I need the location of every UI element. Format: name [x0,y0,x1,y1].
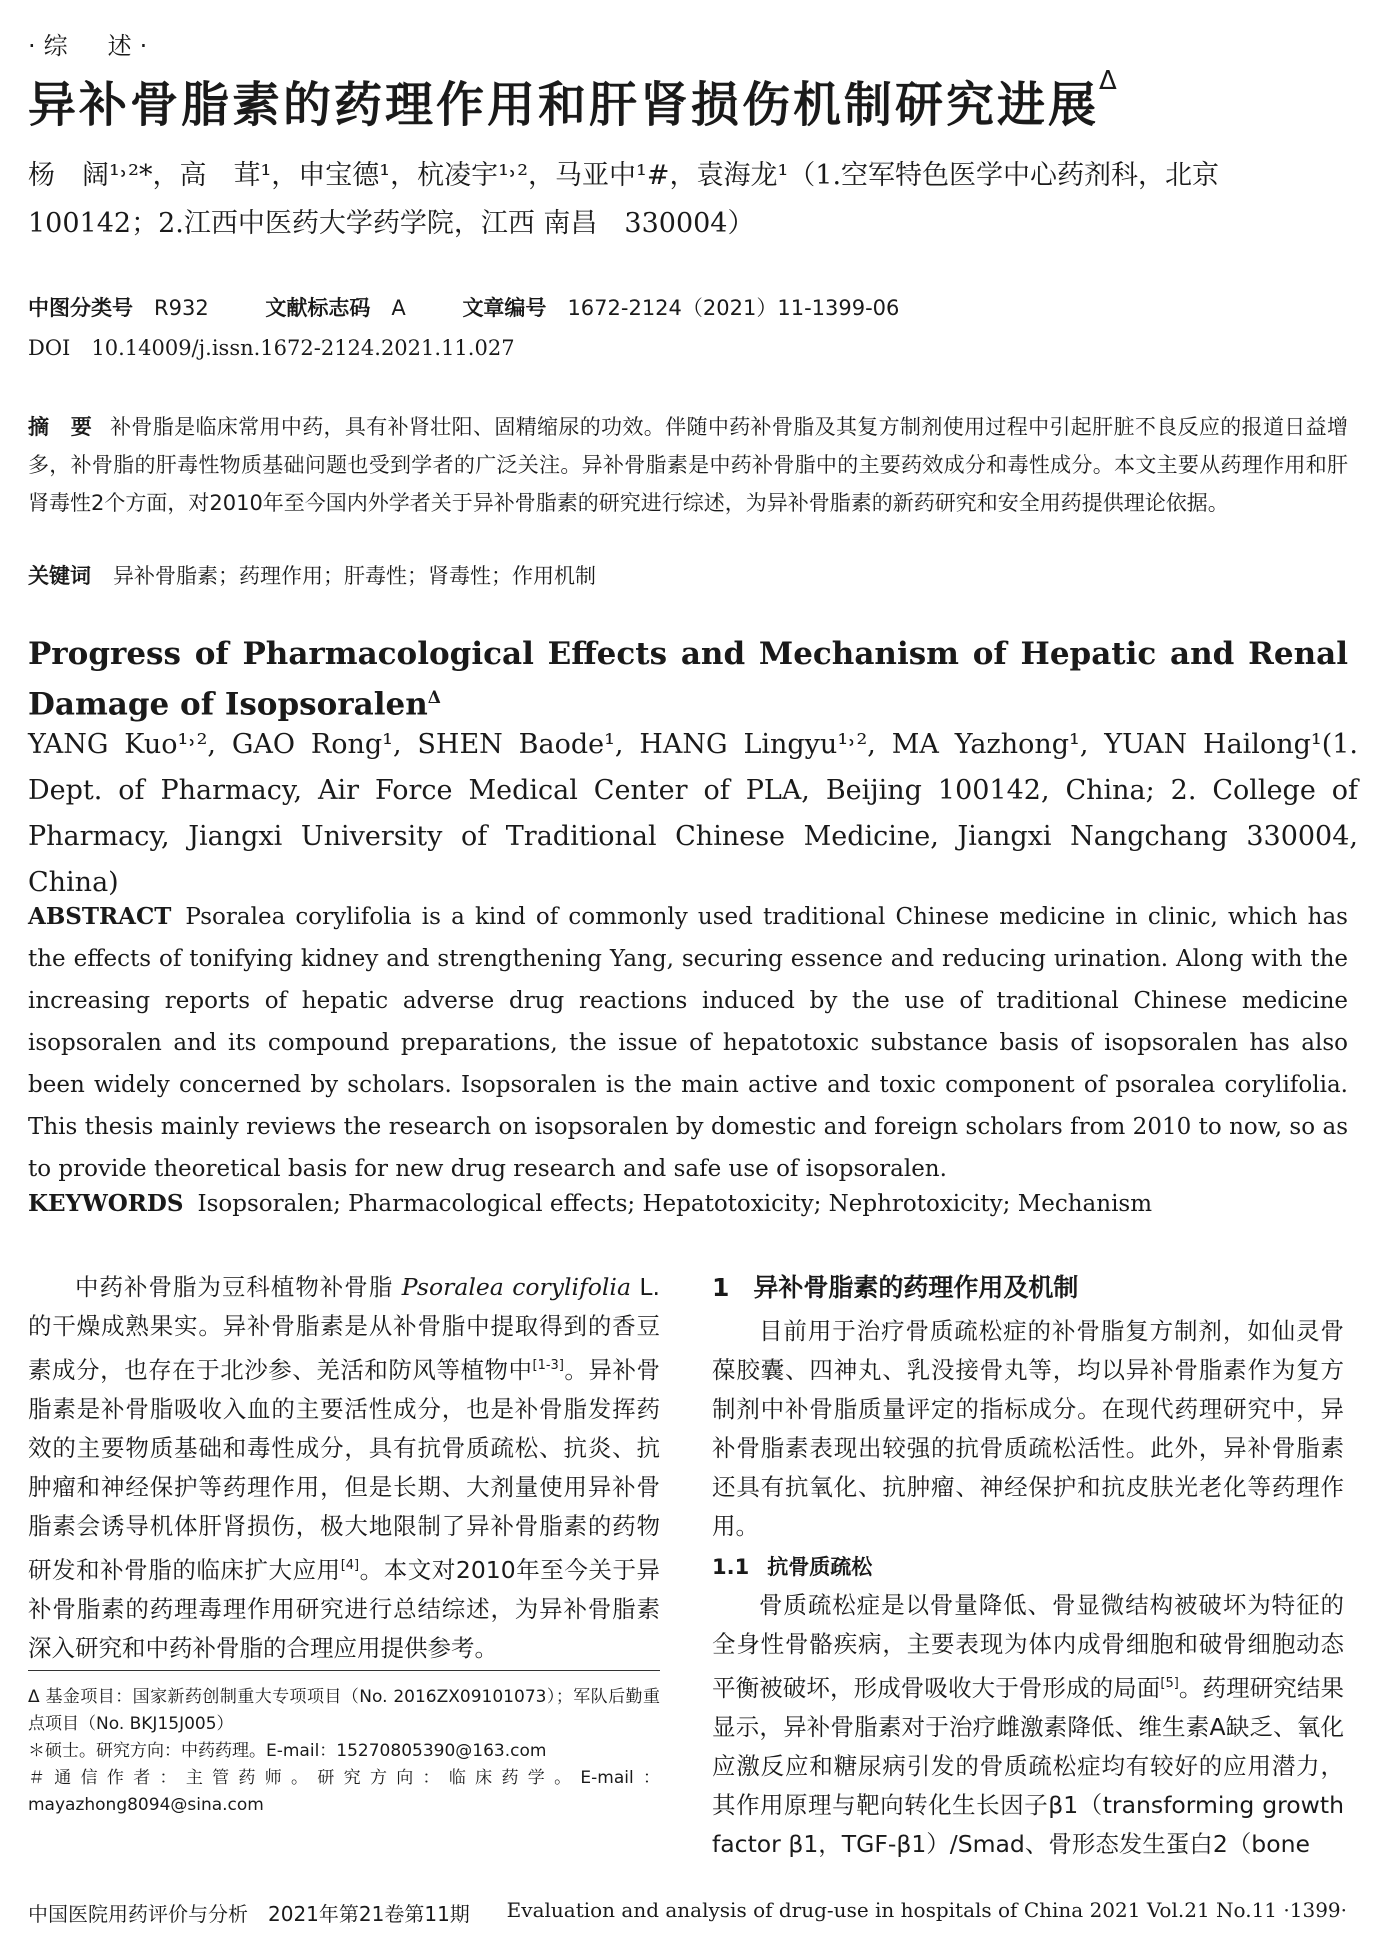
clc-value: R932 [154,296,209,320]
keywords-cn-label: 关键词 [28,564,91,588]
section-number: 1 [712,1273,730,1302]
article-no-label: 文章编号 [462,296,547,320]
doi-line [28,332,515,362]
abstract-en [28,896,1348,1190]
subsection-title: 抗骨质疏松 [767,1555,873,1579]
intro-text-d: 。本文对2010年至今关于异补骨脂素的药理毒理作用研究进行总结综述，为异补骨脂素深入研究和中药补骨脂的合理应用提供参考。 [28,1555,660,1662]
authors-affiliations-cn: 杨 阔¹˒²*，高 茸¹，申宝德¹，杭凌宇¹˒²，马亚中¹#，袁海龙¹（1.空军特色医学中心药剂科，北京 100142；2.江西中医药大学药学院，江西 南昌 330004） [28,160,1247,239]
journal-footer-en: Evaluation and analysis of drug-use in hospitals of China 2021 Vol.21 No.11 ·1399· [506,1898,1347,1922]
subsection-heading-1-1 [712,1548,1344,1586]
doc-code-value: A [391,296,406,320]
article-title-en [28,632,1348,726]
journal-footer-cn: 中国医院用药评价与分析 2021年第21卷第11期 [28,1902,470,1926]
section-1-paragraph: 目前用于治疗骨质疏松症的补骨脂复方制剂，如仙灵骨葆胶囊、四神丸、乳没接骨丸等，均以异补骨脂素作为复方制剂中补骨脂质量评定的指标成分。在现代药理研究中，异补骨脂素表现出较强的抗骨质疏松活性。此外，异补骨脂素还具有抗氧化、抗肿瘤、神经保护和抗皮肤光老化等药理作用。 [712,1317,1344,1540]
section-tag: ·综 述· [28,32,156,60]
footnotes [28,1684,660,1819]
doi-label: DOI [28,336,71,360]
footnote-divider [28,1670,660,1671]
title-en-fund-mark: Δ [427,688,441,708]
body-right-column [712,1268,1344,1864]
title-fund-mark: Δ [1099,66,1120,96]
abstract-en-label: ABSTRACT [28,903,172,930]
subsection-1-1-paragraph [712,1586,1344,1864]
citation-1-3[interactable]: [1-3] [532,1358,564,1373]
body-left-column [28,1268,660,1668]
section-heading-1 [712,1268,1344,1308]
clc-label: 中图分类号 [28,296,133,320]
keywords-cn [28,560,596,590]
classification-line [28,292,899,322]
subsection-number: 1.1 [712,1555,750,1579]
intro-text-c: 。异补骨脂素是补骨脂吸收入血的主要活性成分，也是补骨脂发挥药效的主要物质基础和毒性成分，具有抗骨质疏松、抗炎、抗肿瘤和神经保护等药理作用，但是长期、大剂量使用异补骨脂素会诱导机体肝肾损伤，极大地限制了异补骨脂素的药物研发和补骨脂的临床扩大应用 [28,1355,661,1584]
abstract-cn [28,408,1348,522]
footnote-corresponding: ＃通信作者：主管药师。研究方向：临床药学。E-mail：mayazhong8094@sina.com [28,1768,660,1815]
keywords-en [28,1190,1152,1217]
keywords-en-text: Isopsoralen; Pharmacological effects; Hepatotoxicity; Nephrotoxicity; Mechanism [197,1191,1153,1217]
intro-paragraph [28,1268,660,1668]
keywords-cn-text: 异补骨脂素；药理作用；肝毒性；肾毒性；作用机制 [113,564,596,588]
article-no-value: 1672-2124（2021）11-1399-06 [567,296,900,320]
abstract-cn-label: 摘 要 [28,415,93,439]
doc-code-label: 文献标志码 [265,296,371,320]
section-title: 异补骨脂素的药理作用及机制 [753,1273,1079,1302]
authors-affiliations-en: YANG Kuo¹˒², GAO Rong¹, SHEN Baode¹, HANG Lingyu¹˒², MA Yazhong¹, YUAN Hailong¹(1. Dept. of Pharmacy, Air Force Medical Center of PLA, Beijing 100142, China; 2. College of Pharmacy, Jiangxi University of Traditional Chinese Medicine, Jiangxi Nangchang 330004, China) [28,729,1358,898]
subsection-text-b: 。药理研究结果显示，异补骨脂素对于治疗雌激素降低、维生素A缺乏、氧化应激反应和糖尿病引发的骨质疏松症均有较好的应用潜力，其作用原理与靶向转化生长因子β1（transforming growth factor β1，TGF-β1）/Smad、骨形态发生蛋白2（bone [712,1673,1345,1858]
citation-4[interactable]: [4] [340,1557,360,1573]
intro-text-a: 中药补骨脂为豆科植物补骨脂 [75,1273,394,1301]
footnote-first-author: ＊硕士。研究方向：中药药理。E-mail：15270805390@163.com [28,1741,547,1761]
article-title-cn [28,66,1120,135]
title-en-text: Progress of Pharmacological Effects and Mechanism of Hepatic and Renal Damage of Isopsoralen [28,636,1348,723]
intro-text-b: L.的干燥成熟果实。异补骨脂素是从补骨脂中提取得到的香豆素成分，也存在于北沙参、羌活和防风等植物中 [28,1273,660,1384]
species-name: Psoralea corylifolia [401,1273,631,1301]
footnote-funding: Δ 基金项目：国家新药创制重大专项项目（No. 2016ZX09101073）；军队后勤重点项目（No. BKJ15J005） [28,1687,660,1734]
abstract-cn-text: 补骨脂是临床常用中药，具有补肾壮阳、固精缩尿的功效。伴随中药补骨脂及其复方制剂使用过程中引起肝脏不良反应的报道日益增多，补骨脂的肝毒性物质基础问题也受到学者的广泛关注。异补骨脂素是中药补骨脂中的主要药效成分和毒性成分。本文主要从药理作用和肝肾毒性2个方面，对2010年至今国内外学者关于异补骨脂素的研究进行综述，为异补骨脂素的新药研究和安全用药提供理论依据。 [28,415,1349,515]
subsection-text-a: 骨质疏松症是以骨量降低、骨显微结构被破坏为特征的全身性骨骼疾病，主要表现为体内成骨细胞和破骨细胞动态平衡被破坏，形成骨吸收大于骨形成的局面 [712,1591,1344,1702]
keywords-en-label: KEYWORDS [28,1190,184,1217]
abstract-en-text: Psoralea corylifolia is a kind of commonly used traditional Chinese medicine in clinic, which has the effects of tonifying kidney and strengthening Yang, securing essence and reducing urination. Along with the increasing reports of hepatic adverse drug reactions induced by the use of traditional Chinese medicine isopsoralen and its compound preparations, the issue of hepatotoxic substance basis of isopsoralen has also been widely concerned by scholars. Isopsoralen is the main active and toxic component of psoralea corylifolia. This thesis mainly reviews the research on isopsoralen by domestic and foreign scholars from 2010 to now, so as to provide theoretical basis for new drug research and safe use of isopsoralen. [28,904,1348,1182]
citation-5[interactable]: [5] [1160,1676,1179,1691]
doi-value: 10.14009/j.issn.1672-2124.2021.11.027 [91,336,515,360]
title-cn-text: 异补骨脂素的药理作用和肝肾损伤机制研究进展 [28,77,1100,133]
